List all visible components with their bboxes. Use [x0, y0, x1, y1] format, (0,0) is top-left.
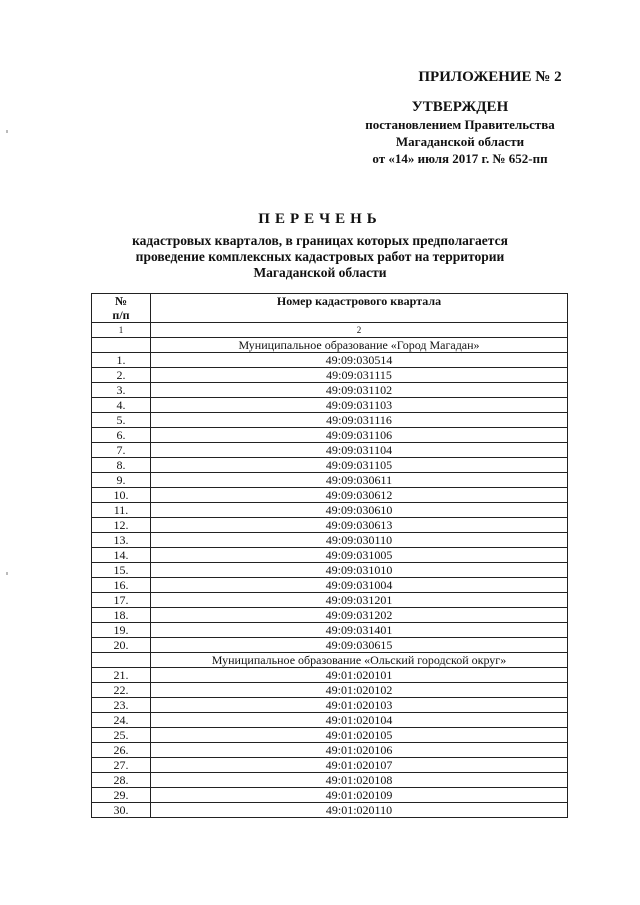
- cadastral-table: [91, 293, 568, 818]
- row-number: 25.: [92, 728, 151, 743]
- section-num-cell: [92, 653, 151, 668]
- table-row: [92, 473, 568, 488]
- subtitle: [80, 233, 560, 281]
- cadastral-number: 49:09:030615: [151, 638, 568, 653]
- cadastral-number: 49:09:031103: [151, 398, 568, 413]
- cadastral-number: 49:09:031005: [151, 548, 568, 563]
- cadastral-number: 49:09:030612: [151, 488, 568, 503]
- row-number: 5.: [92, 413, 151, 428]
- approval-line-2: Магаданской области: [395, 134, 525, 149]
- table-row: [92, 578, 568, 593]
- page-title: ПЕРЕЧЕНЬ: [258, 211, 382, 227]
- cadastral-number: 49:01:020101: [151, 668, 568, 683]
- row-number: 21.: [92, 668, 151, 683]
- subtitle-line-1: кадастровых кварталов, в границах которых предполагается: [132, 233, 508, 248]
- table-row: [92, 443, 568, 458]
- section-name: Муниципальное образование «Ольский городской округ»: [151, 653, 568, 668]
- approval-block: [330, 68, 590, 167]
- table-row: [92, 548, 568, 563]
- table-row: [92, 788, 568, 803]
- cadastral-number: 49:09:030514: [151, 353, 568, 368]
- row-number: 23.: [92, 698, 151, 713]
- table-row: [92, 803, 568, 818]
- cadastral-number: 49:09:031202: [151, 608, 568, 623]
- row-number: 20.: [92, 638, 151, 653]
- table-row: [92, 608, 568, 623]
- row-number: 19.: [92, 623, 151, 638]
- table-body: [92, 338, 568, 818]
- table-row: [92, 758, 568, 773]
- row-number: 16.: [92, 578, 151, 593]
- row-number: 14.: [92, 548, 151, 563]
- table-row: [92, 533, 568, 548]
- row-number: 15.: [92, 563, 151, 578]
- cadastral-number: 49:09:030611: [151, 473, 568, 488]
- row-number: 17.: [92, 593, 151, 608]
- row-number: 1.: [92, 353, 151, 368]
- cadastral-number: 49:09:031116: [151, 413, 568, 428]
- table-header-row: [92, 294, 568, 323]
- table-row: [92, 503, 568, 518]
- approval-line-3: от «14» июля 2017 г. № 652-пп: [372, 151, 548, 166]
- header-block: Номер кадастрового квартала: [151, 294, 568, 323]
- table-row: [92, 398, 568, 413]
- cadastral-number: 49:09:031004: [151, 578, 568, 593]
- row-number: 4.: [92, 398, 151, 413]
- row-number: 27.: [92, 758, 151, 773]
- table-row: [92, 638, 568, 653]
- cadastral-number: 49:09:031401: [151, 623, 568, 638]
- table-row: [92, 623, 568, 638]
- table-row: [92, 698, 568, 713]
- row-number: 11.: [92, 503, 151, 518]
- cadastral-number: 49:09:031010: [151, 563, 568, 578]
- table-row: [92, 458, 568, 473]
- table-row: [92, 743, 568, 758]
- cadastral-number: 49:09:031106: [151, 428, 568, 443]
- cadastral-number: 49:09:031115: [151, 368, 568, 383]
- section-row: [92, 338, 568, 353]
- section-row: [92, 653, 568, 668]
- table-row: [92, 383, 568, 398]
- row-number: 28.: [92, 773, 151, 788]
- subtitle-line-2: проведение комплексных кадастровых работ на территории: [135, 249, 505, 264]
- cadastral-number: 49:09:031104: [151, 443, 568, 458]
- cadastral-number: 49:09:030110: [151, 533, 568, 548]
- cadastral-number: 49:01:020105: [151, 728, 568, 743]
- cadastral-number: 49:01:020107: [151, 758, 568, 773]
- cadastral-number: 49:09:031105: [151, 458, 568, 473]
- row-number: 24.: [92, 713, 151, 728]
- row-number: 18.: [92, 608, 151, 623]
- table-row: [92, 428, 568, 443]
- row-number: 22.: [92, 683, 151, 698]
- header-num-line-1: №: [114, 294, 128, 308]
- scan-margin-mark: [6, 130, 8, 133]
- table-row: [92, 683, 568, 698]
- section-name: Муниципальное образование «Город Магадан»: [151, 338, 568, 353]
- table-row: [92, 518, 568, 533]
- table-row: [92, 593, 568, 608]
- header-num: [92, 294, 151, 323]
- row-number: 9.: [92, 473, 151, 488]
- table-row: [92, 773, 568, 788]
- row-number: 8.: [92, 458, 151, 473]
- table-row: [92, 488, 568, 503]
- header-num-line-2: п/п: [112, 308, 130, 322]
- cadastral-number: 49:01:020104: [151, 713, 568, 728]
- cadastral-number: 49:09:031201: [151, 593, 568, 608]
- row-number: 30.: [92, 803, 151, 818]
- row-number: 2.: [92, 368, 151, 383]
- column-number-row: [92, 323, 568, 338]
- cadastral-number: 49:09:030610: [151, 503, 568, 518]
- row-number: 6.: [92, 428, 151, 443]
- table-row: [92, 563, 568, 578]
- cadastral-number: 49:01:020106: [151, 743, 568, 758]
- cadastral-number: 49:01:020103: [151, 698, 568, 713]
- section-num-cell: [92, 338, 151, 353]
- table-row: [92, 668, 568, 683]
- row-number: 7.: [92, 443, 151, 458]
- row-number: 26.: [92, 743, 151, 758]
- cadastral-number: 49:01:020102: [151, 683, 568, 698]
- table-row: [92, 353, 568, 368]
- table-row: [92, 728, 568, 743]
- table-row: [92, 713, 568, 728]
- row-number: 13.: [92, 533, 151, 548]
- row-number: 10.: [92, 488, 151, 503]
- table-row: [92, 413, 568, 428]
- cadastral-number: 49:01:020109: [151, 788, 568, 803]
- subtitle-line-3: Магаданской области: [253, 265, 387, 280]
- row-number: 3.: [92, 383, 151, 398]
- appendix-label: ПРИЛОЖЕНИЕ № 2: [418, 69, 562, 85]
- table-row: [92, 368, 568, 383]
- colnum-2: 2: [151, 323, 568, 338]
- row-number: 12.: [92, 518, 151, 533]
- cadastral-number: 49:01:020108: [151, 773, 568, 788]
- document-title: [80, 210, 560, 281]
- scan-margin-mark: [6, 572, 8, 575]
- approved-label: УТВЕРЖДЕН: [411, 99, 509, 115]
- approval-line-1: постановлением Правительства: [365, 117, 555, 132]
- colnum-1: 1: [92, 323, 151, 338]
- row-number: 29.: [92, 788, 151, 803]
- cadastral-number: 49:09:031102: [151, 383, 568, 398]
- cadastral-number: 49:09:030613: [151, 518, 568, 533]
- cadastral-number: 49:01:020110: [151, 803, 568, 818]
